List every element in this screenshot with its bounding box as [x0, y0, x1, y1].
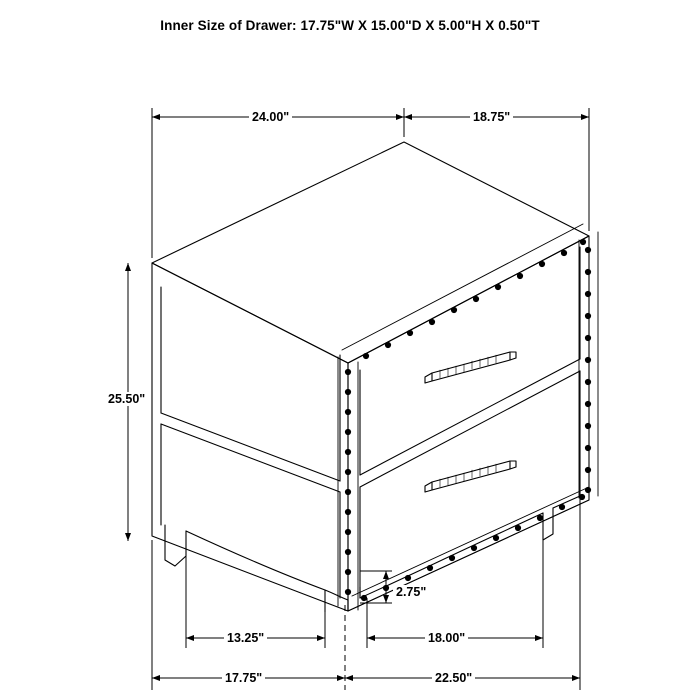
dimension-label-bottom-inner-right: 18.00" [425, 631, 468, 645]
dimension-label-left-height: 25.50" [105, 392, 148, 406]
dimension-label-top-right-depth: 18.75" [470, 110, 513, 124]
dimension-label-bottom-inner-left: 13.25" [224, 631, 267, 645]
dimension-label-bottom-outer-left: 17.75" [222, 671, 265, 685]
dimension-label-leg-height: 2.75" [393, 585, 429, 599]
dimension-lines [128, 108, 589, 690]
nailhead-trim-dots [345, 239, 591, 601]
nightstand-body [152, 142, 598, 612]
page-title: Inner Size of Drawer: 17.75"W X 15.00"D X 5.00"H X 0.50"T [160, 18, 540, 33]
dimension-label-top-left-width: 24.00" [249, 110, 292, 124]
dimension-label-bottom-outer-right: 22.50" [432, 671, 475, 685]
